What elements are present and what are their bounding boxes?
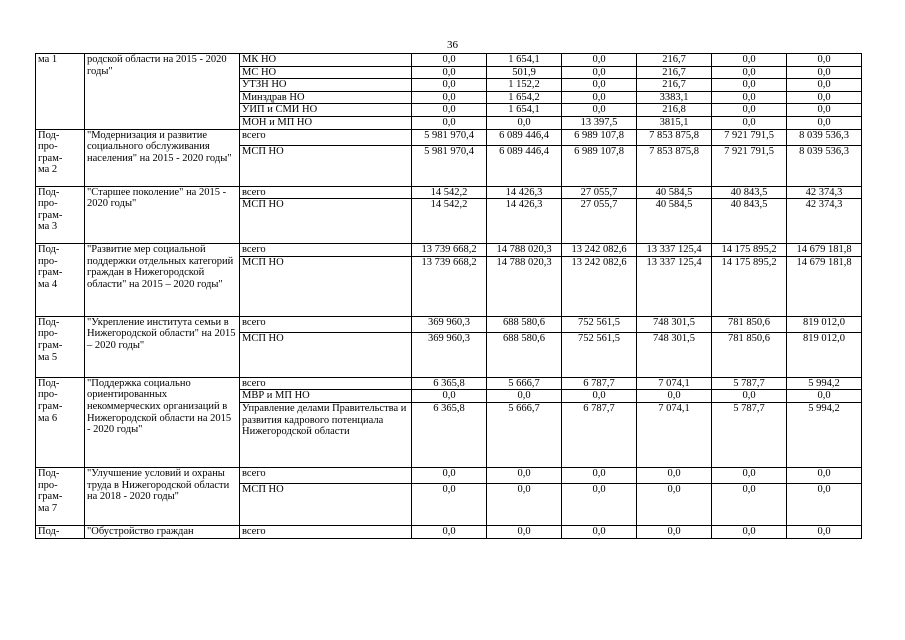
subprogram-number: Под- про- грам- ма 2 bbox=[36, 129, 85, 186]
value-cell-year-1: 0,0 bbox=[412, 66, 487, 79]
value-cell-year-3: 0,0 bbox=[562, 79, 637, 92]
table-row bbox=[36, 186, 862, 199]
value-cell-year-3: 0,0 bbox=[562, 390, 637, 403]
executor-cell: МСП НО bbox=[240, 483, 412, 525]
executor-cell: всего bbox=[240, 316, 412, 332]
subprogram-number: Под- про- грам- ма 6 bbox=[36, 377, 85, 467]
value-cell-year-4: 7 074,1 bbox=[637, 377, 712, 390]
subprogram-number: ма 1 bbox=[36, 54, 85, 130]
value-cell-year-2: 1 654,1 bbox=[487, 54, 562, 67]
value-cell-year-2: 14 426,3 bbox=[487, 199, 562, 244]
value-cell-year-5: 14 175 895,2 bbox=[712, 256, 787, 316]
value-cell-year-6: 0,0 bbox=[787, 525, 862, 538]
value-cell-year-5: 5 787,7 bbox=[712, 377, 787, 390]
value-cell-year-4: 0,0 bbox=[637, 483, 712, 525]
value-cell-year-2: 688 580,6 bbox=[487, 316, 562, 332]
table-row bbox=[36, 467, 862, 483]
value-cell-year-1: 6 365,8 bbox=[412, 402, 487, 467]
table-row bbox=[36, 54, 862, 67]
executor-cell: Минздрав НО bbox=[240, 91, 412, 104]
value-cell-year-3: 27 055,7 bbox=[562, 199, 637, 244]
value-cell-year-4: 748 301,5 bbox=[637, 332, 712, 377]
value-cell-year-3: 0,0 bbox=[562, 483, 637, 525]
executor-cell: всего bbox=[240, 467, 412, 483]
subprogram-number: Под- про- грам- ма 7 bbox=[36, 467, 85, 525]
subprogram-number: Под- bbox=[36, 525, 85, 538]
value-cell-year-5: 0,0 bbox=[712, 54, 787, 67]
value-cell-year-2: 14 788 020,3 bbox=[487, 256, 562, 316]
value-cell-year-3: 6 787,7 bbox=[562, 402, 637, 467]
value-cell-year-1: 5 981 970,4 bbox=[412, 129, 487, 145]
value-cell-year-1: 14 542,2 bbox=[412, 199, 487, 244]
subprogram-number: Под- про- грам- ма 3 bbox=[36, 186, 85, 244]
value-cell-year-4: 0,0 bbox=[637, 525, 712, 538]
value-cell-year-2: 0,0 bbox=[487, 390, 562, 403]
value-cell-year-6: 0,0 bbox=[787, 390, 862, 403]
value-cell-year-6: 819 012,0 bbox=[787, 316, 862, 332]
executor-cell: всего bbox=[240, 186, 412, 199]
subprogram-title: "Улучшение условий и охраны труда в Нижегородской области на 2018 - 2020 годы" bbox=[85, 467, 240, 525]
value-cell-year-1: 0,0 bbox=[412, 91, 487, 104]
value-cell-year-3: 0,0 bbox=[562, 525, 637, 538]
value-cell-year-3: 0,0 bbox=[562, 66, 637, 79]
value-cell-year-5: 781 850,6 bbox=[712, 316, 787, 332]
value-cell-year-5: 40 843,5 bbox=[712, 199, 787, 244]
executor-cell: Управление делами Правительства и развития кадрового потенциала Нижегородской области bbox=[240, 402, 412, 467]
executor-cell: всего bbox=[240, 129, 412, 145]
table-row bbox=[36, 525, 862, 538]
subprogram-title: "Развитие мер социальной поддержки отдельных категорий граждан в Нижегородской области" на 2015 – 2020 годы" bbox=[85, 244, 240, 317]
value-cell-year-6: 0,0 bbox=[787, 54, 862, 67]
budget-table bbox=[35, 53, 862, 539]
value-cell-year-1: 0,0 bbox=[412, 467, 487, 483]
value-cell-year-6: 8 039 536,3 bbox=[787, 145, 862, 186]
value-cell-year-3: 0,0 bbox=[562, 467, 637, 483]
executor-cell: МСП НО bbox=[240, 145, 412, 186]
executor-cell: МС НО bbox=[240, 66, 412, 79]
value-cell-year-3: 752 561,5 bbox=[562, 316, 637, 332]
value-cell-year-6: 5 994,2 bbox=[787, 402, 862, 467]
value-cell-year-1: 0,0 bbox=[412, 104, 487, 117]
value-cell-year-5: 0,0 bbox=[712, 116, 787, 129]
value-cell-year-4: 40 584,5 bbox=[637, 186, 712, 199]
executor-cell: всего bbox=[240, 377, 412, 390]
value-cell-year-5: 5 787,7 bbox=[712, 402, 787, 467]
value-cell-year-3: 13 242 082,6 bbox=[562, 256, 637, 316]
value-cell-year-3: 6 989 107,8 bbox=[562, 129, 637, 145]
subprogram-number: Под- про- грам- ма 4 bbox=[36, 244, 85, 317]
value-cell-year-3: 0,0 bbox=[562, 91, 637, 104]
value-cell-year-2: 5 666,7 bbox=[487, 402, 562, 467]
value-cell-year-1: 369 960,3 bbox=[412, 332, 487, 377]
value-cell-year-5: 7 921 791,5 bbox=[712, 145, 787, 186]
subprogram-title: родской области на 2015 - 2020 годы" bbox=[85, 54, 240, 130]
value-cell-year-5: 781 850,6 bbox=[712, 332, 787, 377]
value-cell-year-2: 14 788 020,3 bbox=[487, 244, 562, 257]
value-cell-year-5: 0,0 bbox=[712, 483, 787, 525]
value-cell-year-6: 0,0 bbox=[787, 116, 862, 129]
value-cell-year-6: 0,0 bbox=[787, 467, 862, 483]
value-cell-year-4: 40 584,5 bbox=[637, 199, 712, 244]
value-cell-year-6: 0,0 bbox=[787, 66, 862, 79]
value-cell-year-2: 0,0 bbox=[487, 467, 562, 483]
value-cell-year-5: 0,0 bbox=[712, 525, 787, 538]
value-cell-year-6: 8 039 536,3 bbox=[787, 129, 862, 145]
value-cell-year-2: 1 152,2 bbox=[487, 79, 562, 92]
subprogram-title: "Укрепление института семьи в Нижегородской области" на 2015 – 2020 годы" bbox=[85, 316, 240, 377]
value-cell-year-1: 0,0 bbox=[412, 390, 487, 403]
subprogram-title: "Обустройство граждан bbox=[85, 525, 240, 538]
value-cell-year-3: 6 989 107,8 bbox=[562, 145, 637, 186]
table-row bbox=[36, 377, 862, 390]
value-cell-year-5: 0,0 bbox=[712, 66, 787, 79]
value-cell-year-6: 14 679 181,8 bbox=[787, 256, 862, 316]
value-cell-year-1: 369 960,3 bbox=[412, 316, 487, 332]
table-row bbox=[36, 316, 862, 332]
value-cell-year-6: 0,0 bbox=[787, 104, 862, 117]
value-cell-year-2: 5 666,7 bbox=[487, 377, 562, 390]
value-cell-year-4: 13 337 125,4 bbox=[637, 256, 712, 316]
value-cell-year-2: 501,9 bbox=[487, 66, 562, 79]
value-cell-year-4: 216,7 bbox=[637, 54, 712, 67]
value-cell-year-4: 3815,1 bbox=[637, 116, 712, 129]
value-cell-year-4: 216,7 bbox=[637, 66, 712, 79]
table-row bbox=[36, 129, 862, 145]
value-cell-year-2: 0,0 bbox=[487, 525, 562, 538]
value-cell-year-3: 13 397,5 bbox=[562, 116, 637, 129]
subprogram-title: "Модернизация и развитие социального обслуживания населения" на 2015 - 2020 годы" bbox=[85, 129, 240, 186]
value-cell-year-1: 14 542,2 bbox=[412, 186, 487, 199]
value-cell-year-2: 1 654,2 bbox=[487, 91, 562, 104]
value-cell-year-4: 216,7 bbox=[637, 79, 712, 92]
executor-cell: МК НО bbox=[240, 54, 412, 67]
value-cell-year-4: 7 853 875,8 bbox=[637, 129, 712, 145]
value-cell-year-6: 0,0 bbox=[787, 79, 862, 92]
value-cell-year-4: 0,0 bbox=[637, 390, 712, 403]
value-cell-year-5: 0,0 bbox=[712, 79, 787, 92]
executor-cell: УИП и СМИ НО bbox=[240, 104, 412, 117]
value-cell-year-5: 0,0 bbox=[712, 91, 787, 104]
value-cell-year-3: 6 787,7 bbox=[562, 377, 637, 390]
value-cell-year-1: 13 739 668,2 bbox=[412, 244, 487, 257]
page-number: 36 bbox=[447, 39, 458, 51]
value-cell-year-3: 0,0 bbox=[562, 104, 637, 117]
value-cell-year-2: 0,0 bbox=[487, 116, 562, 129]
value-cell-year-6: 0,0 bbox=[787, 91, 862, 104]
value-cell-year-2: 6 089 446,4 bbox=[487, 145, 562, 186]
value-cell-year-3: 752 561,5 bbox=[562, 332, 637, 377]
value-cell-year-2: 6 089 446,4 bbox=[487, 129, 562, 145]
value-cell-year-2: 0,0 bbox=[487, 483, 562, 525]
executor-cell: МВР и МП НО bbox=[240, 390, 412, 403]
value-cell-year-3: 27 055,7 bbox=[562, 186, 637, 199]
subprogram-title: "Старшее поколение" на 2015 - 2020 годы" bbox=[85, 186, 240, 244]
executor-cell: всего bbox=[240, 244, 412, 257]
value-cell-year-5: 0,0 bbox=[712, 467, 787, 483]
executor-cell: МСП НО bbox=[240, 332, 412, 377]
value-cell-year-1: 0,0 bbox=[412, 483, 487, 525]
value-cell-year-4: 3383,1 bbox=[637, 91, 712, 104]
subprogram-title: "Поддержка социально ориентированных некоммерческих организаций в Нижегородской области на 2015 - 2020 годы" bbox=[85, 377, 240, 467]
value-cell-year-4: 7 074,1 bbox=[637, 402, 712, 467]
value-cell-year-1: 0,0 bbox=[412, 79, 487, 92]
value-cell-year-1: 13 739 668,2 bbox=[412, 256, 487, 316]
value-cell-year-4: 0,0 bbox=[637, 467, 712, 483]
executor-cell: МСП НО bbox=[240, 256, 412, 316]
value-cell-year-5: 7 921 791,5 bbox=[712, 129, 787, 145]
value-cell-year-3: 13 242 082,6 bbox=[562, 244, 637, 257]
executor-cell: МСП НО bbox=[240, 199, 412, 244]
value-cell-year-1: 5 981 970,4 bbox=[412, 145, 487, 186]
value-cell-year-1: 0,0 bbox=[412, 54, 487, 67]
subprogram-number: Под- про- грам- ма 5 bbox=[36, 316, 85, 377]
value-cell-year-5: 0,0 bbox=[712, 390, 787, 403]
value-cell-year-4: 13 337 125,4 bbox=[637, 244, 712, 257]
value-cell-year-6: 14 679 181,8 bbox=[787, 244, 862, 257]
value-cell-year-6: 819 012,0 bbox=[787, 332, 862, 377]
table-row bbox=[36, 244, 862, 257]
value-cell-year-1: 0,0 bbox=[412, 116, 487, 129]
value-cell-year-5: 40 843,5 bbox=[712, 186, 787, 199]
value-cell-year-6: 0,0 bbox=[787, 483, 862, 525]
value-cell-year-6: 42 374,3 bbox=[787, 199, 862, 244]
executor-cell: всего bbox=[240, 525, 412, 538]
value-cell-year-4: 7 853 875,8 bbox=[637, 145, 712, 186]
value-cell-year-6: 42 374,3 bbox=[787, 186, 862, 199]
value-cell-year-2: 14 426,3 bbox=[487, 186, 562, 199]
value-cell-year-2: 688 580,6 bbox=[487, 332, 562, 377]
value-cell-year-3: 0,0 bbox=[562, 54, 637, 67]
value-cell-year-5: 0,0 bbox=[712, 104, 787, 117]
executor-cell: МОН и МП НО bbox=[240, 116, 412, 129]
value-cell-year-1: 0,0 bbox=[412, 525, 487, 538]
value-cell-year-6: 5 994,2 bbox=[787, 377, 862, 390]
value-cell-year-4: 748 301,5 bbox=[637, 316, 712, 332]
value-cell-year-5: 14 175 895,2 bbox=[712, 244, 787, 257]
executor-cell: УТЗН НО bbox=[240, 79, 412, 92]
value-cell-year-4: 216,8 bbox=[637, 104, 712, 117]
value-cell-year-1: 6 365,8 bbox=[412, 377, 487, 390]
value-cell-year-2: 1 654,1 bbox=[487, 104, 562, 117]
